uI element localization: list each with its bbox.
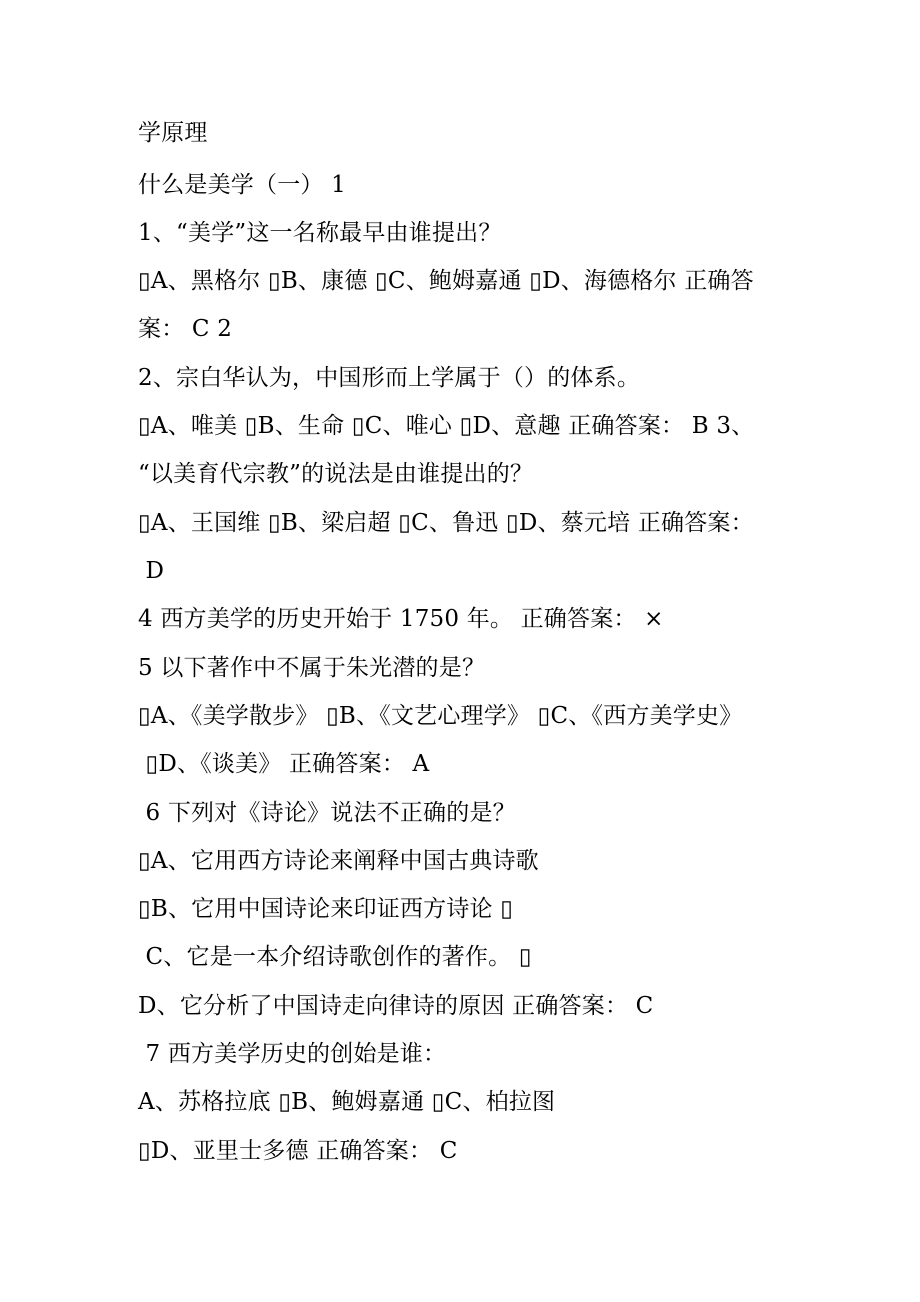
question-3-options: ▯A、王国维 ▯B、梁启超 ▯C、鲁迅 ▯D、蔡元培 正确答案： (138, 510, 754, 536)
question-3: “以美育代宗教”的说法是由谁提出的？ (138, 461, 534, 487)
question-4: 4 西方美学的历史开始于 1750 年。 正确答案： × (138, 606, 664, 632)
question-2: 2、宗白华认为，中国形而上学属于（）的体系。 (138, 365, 641, 391)
question-1: 1、“美学”这一名称最早由谁提出？ (138, 220, 502, 246)
question-1-options: ▯A、黑格尔 ▯B、康德 ▯C、鲍姆嘉通 ▯D、海德格尔 正确答 (138, 268, 754, 294)
question-6-option-c: C、它是一本介绍诗歌创作的著作。 ▯ (138, 944, 532, 970)
question-6-option-b: ▯B、它用中国诗论来印证西方诗论 ▯ (138, 896, 514, 922)
question-7: 7 西方美学历史的创始是谁： (138, 1041, 447, 1067)
question-5-answer: ▯D、《谈美》 正确答案： A (138, 751, 430, 777)
doc-title: 学原理 (138, 120, 208, 146)
question-6: 6 下列对《诗论》说法不正确的是？ (138, 800, 516, 826)
question-1-answer: 案： C 2 (138, 316, 233, 342)
question-6-option-d: D、它分析了中国诗走向律诗的原因 正确答案： C (138, 993, 654, 1019)
section-heading: 什么是美学（一） 1 (138, 172, 346, 198)
question-5: 5 以下著作中不属于朱光潜的是？ (138, 655, 486, 681)
question-2-options: ▯A、唯美 ▯B、生命 ▯C、唯心 ▯D、意趣 正确答案： B 3、 (138, 413, 755, 439)
question-7-options: A、苏格拉底 ▯B、鲍姆嘉通 ▯C、柏拉图 (138, 1089, 556, 1115)
question-6-option-a: ▯A、它用西方诗论来阐释中国古典诗歌 (138, 848, 539, 874)
question-7-answer: ▯D、亚里士多德 正确答案： C (138, 1138, 458, 1164)
question-5-options: ▯A、《美学散步》 ▯B、《文艺心理学》 ▯C、《西方美学史》 (138, 703, 743, 729)
question-3-answer: D (138, 558, 165, 584)
